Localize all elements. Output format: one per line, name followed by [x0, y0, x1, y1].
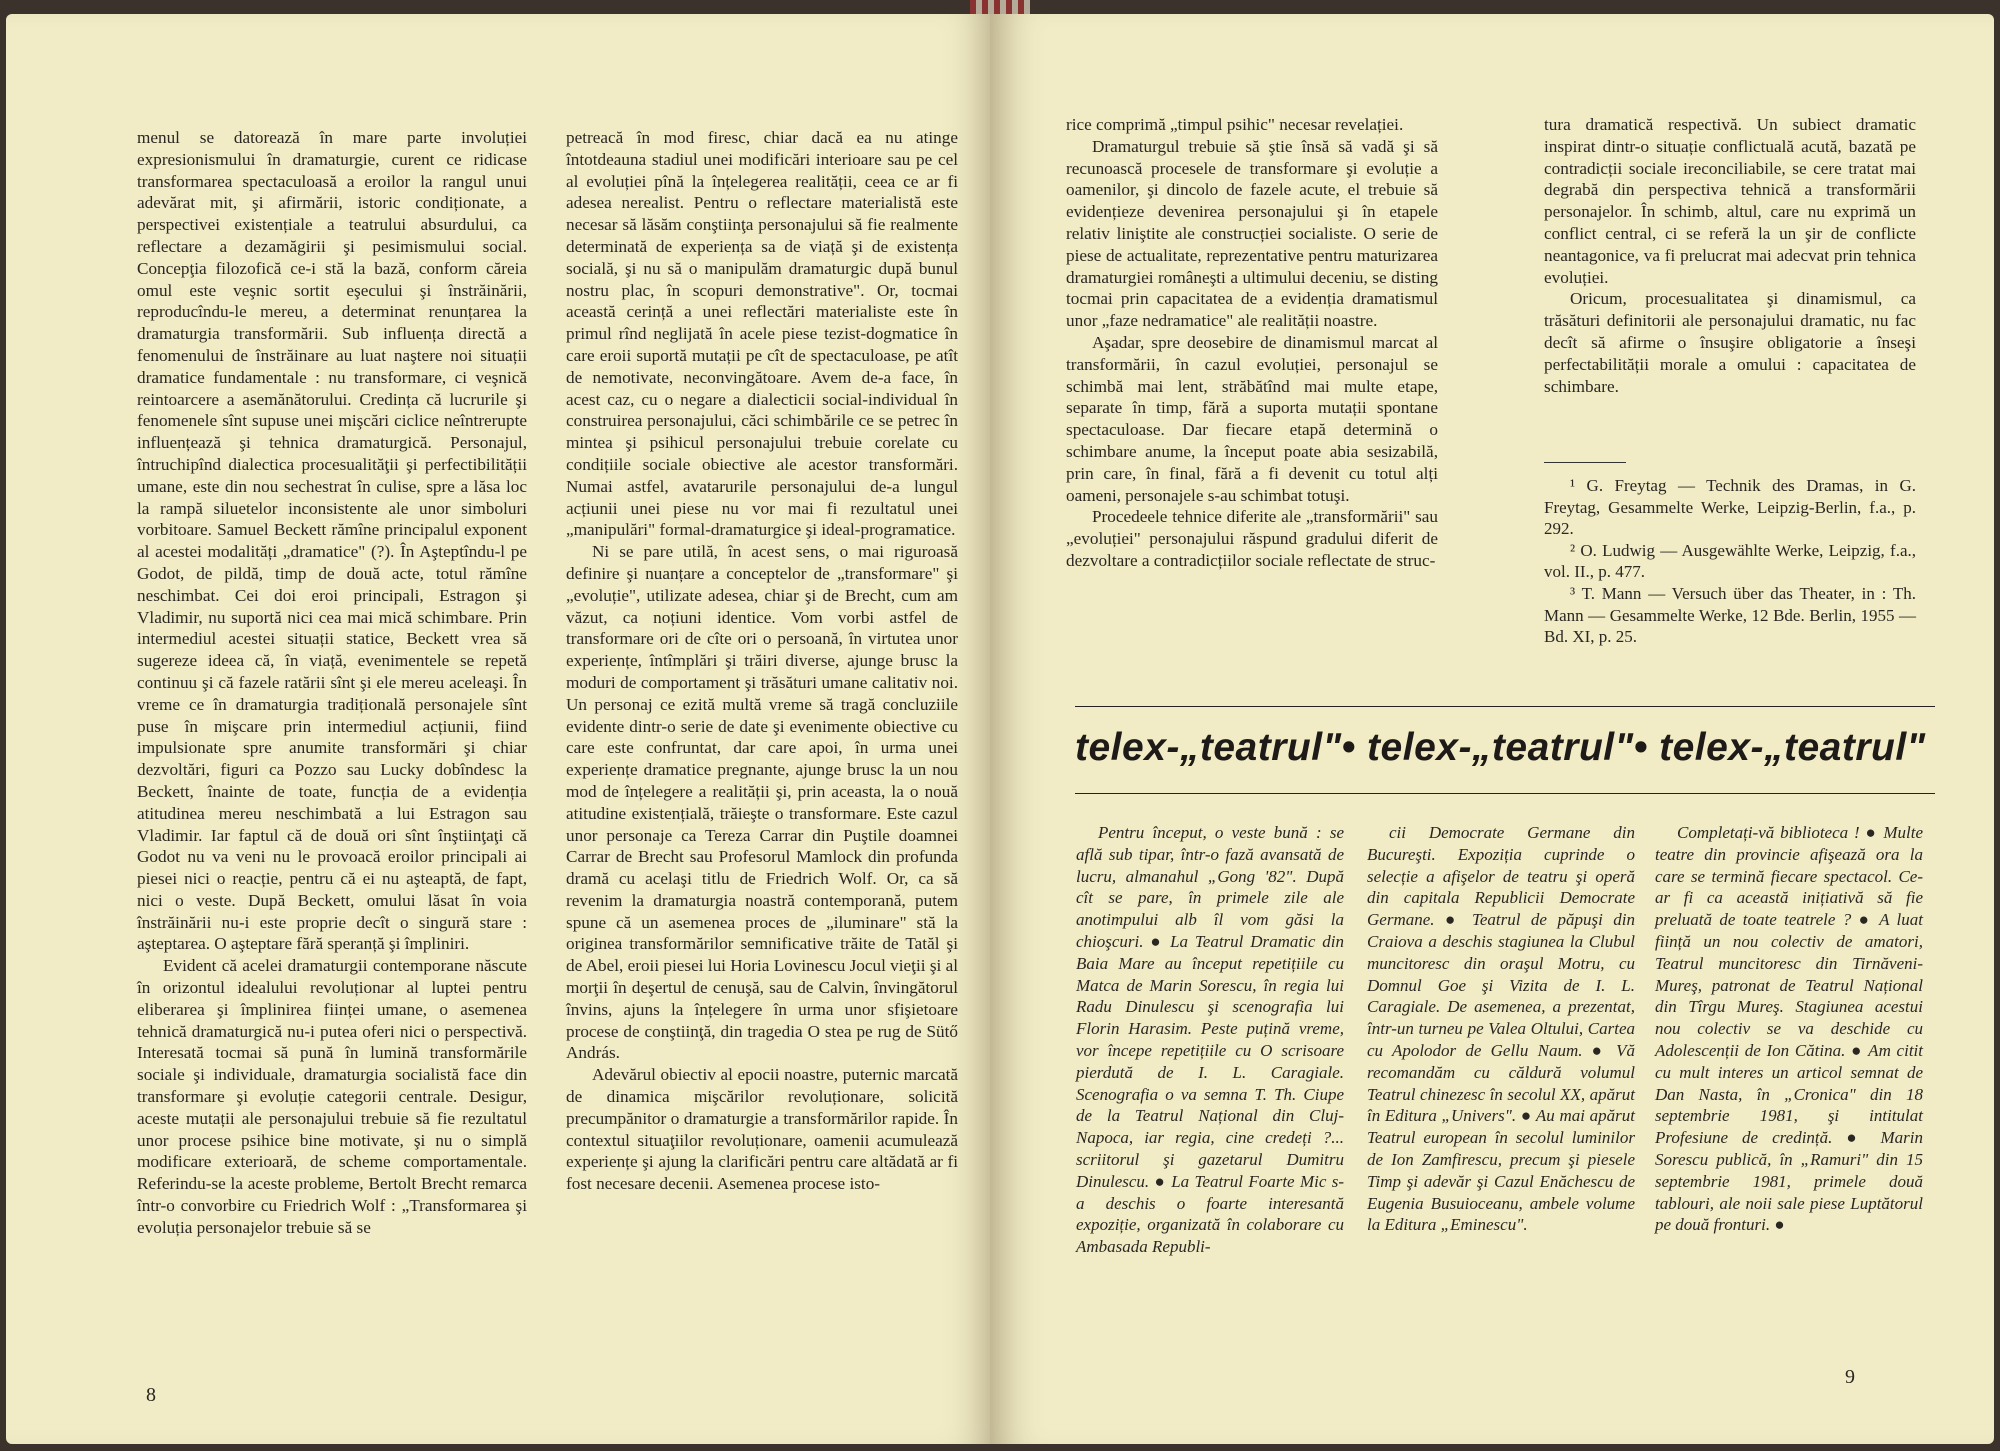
paragraph: Adevărul obiectiv al epocii noastre, puternic marcată de dinamica mişcărilor revoluționare, solicită precumpănitor o dramaturgie a transformărilor rapide. În contextul situaţiilor revoluționare, oamenii acumulează experiențe şi ajung la clarificări pentru care altădată ar fi fost necesare decenii. Asemenea procese isto-: [566, 1065, 958, 1194]
footnote-rule: [1544, 462, 1626, 463]
telex-column-2: [1367, 822, 1635, 1236]
telex-rule-top: [1075, 706, 1935, 707]
telex-text: Pentru început, o veste bună : se află sub tipar, într-o fază avansată de lucru, almanahul „Gong '82". După cît se pare, în primele zile ale anotimpului alb îl vom găsi la chioşcuri. ● La Teatrul Dramatic din Baia Mare au început repetițiile cu Matca de Marin Sorescu, în regia lui Radu Dinulescu şi scenografia lui Florin Harasim. Peste puțină vreme, vor începe repetițiile cu O scrisoare pierdută de I. L. Caragiale. Scenografia o va semna T. Th. Ciupe de la Teatrul Național din Cluj-Napoca, iar regia, cine credeți ?... scriitorul şi gazetarul Dumitru Dinulescu. ● La Teatrul Foarte Mic s-a deschis o foarte interesantă expoziție, organizată în colaborare cu Ambasada Republi-: [1076, 823, 1344, 1257]
paragraph: petreacă în mod firesc, chiar dacă ea nu atinge întotdeauna stadiul unei modificări interioare sau pe cel al evoluției pînă la înțelegerea realității, ceea ce ar fi adesea nerealist. Pentru o reflectare materialistă este necesar să lăsăm conştiinţa personajului să fie realmente determinată de experiența sa de viață şi de existența socială, şi nu să o manipulăm dramaturgic după bunul nostru plac, în scopuri demonstrative". Or, tocmai această cerință a unei reflectări materialiste este în primul rînd neglijată în acele piese tezist-dogmatice în care eroii suportă mutații pe cît de spectaculoase, pe atît de nemotivate, neconvingătoare. Avem de-a face, în acest caz, cu o negare a dialecticii social-individual în construirea personajului, căci schimbările ce se petrec în mintea şi psihicul personajului trebuie corelate cu condițiile sociale obiective ale acestor transformări. Numai astfel, avatarurile personajului de-a lungul acțiunii unei piese nu vor mai fi rezultatul unei „manipulări" formal-dramaturgice şi ideal-programatice.: [566, 128, 958, 540]
telex-text: cii Democrate Germane din Bucureşti. Expoziția cuprinde o selecție a afişelor de teatru şi operă din capitala Republicii Democrate Germane. ● Teatrul de păpuşi din Craiova a deschis stagiunea la Clubul muncitoresc din oraşul Motru, cu Domnul Goe şi Vizita de I. L. Caragiale. De asemenea, a prezentat, într-un turneu pe Valea Oltului, Cartea cu Apolodor de Gellu Naum. ● Vă recomandăm cu căldură volumul Teatrul chinezesc în secolul XX, apărut în Editura „Univers". ● Au mai apărut Teatrul european în secolul luminilor de Ion Zamfirescu, precum şi piesele Timp şi adevăr şi Cazul Enăchescu de Eugenia Busuioceanu, ambele volume la Editura „Eminescu".: [1367, 823, 1635, 1235]
left-column-1: [137, 127, 527, 1239]
telex-rule-bottom: [1075, 793, 1935, 794]
page-number: 8: [146, 1384, 156, 1406]
paragraph: Ni se pare utilă, în acest sens, o mai riguroasă definire şi nuanțare a conceptelor de „transformare" şi „evoluție", utilizate adesea, chiar şi de Brecht, cum am văzut, ca noțiuni identice. Vom vorbi astfel de transformare ori de cîte ori o persoană, în virtutea unor experiențe, întîmplări şi trăiri diverse, ajunge brusc la moduri de comportament şi trăsături umane calitativ noi. Un personaj ce ezită multă vreme să tragă concluziile evidente dintr-o serie de date şi evenimente obiective cu care este confruntat, dar care apoi, în urma unei experiențe dramatice pregnante, ajunge brusc la un nou mod de înțelegere a realității şi, prin aceasta, la o nouă atitudine existențială, trăieşte o transformare. Este cazul unor personaje ca Tereza Carrar din Puştile doamnei Carrar de Brecht sau Profesorul Mamlock din profunda dramă cu acelaşi titlu de Friedrich Wolf. Or, ca să revenim la dramaturgia noastră contemporană, putem spune că un asemenea proces de „iluminare" stă la originea transformărilor semnificative trăite de Tatăl şi de Abel, eroii piesei lui Horia Lovinescu Jocul vieţii şi al morţii în deşertul de cenuşă, sau de Calvin, învingătorul învins, ajuns la înțelegere în urma unor sfişietoare procese de conştiinţă, din tragedia O stea pe rug de Sütő András.: [566, 542, 958, 1063]
telex-text: Completați-vă biblioteca ! ● Multe teatre din provincie afişează ora la care se termină fiecare spectacol. Ce-ar fi ca această inițiativă să fie preluată de toate teatrele ? ● A luat ființă un nou colectiv de amatori, Teatrul muncitoresc din Tirnăveni-Mureş, patronat de Teatrul Național din Tîrgu Mureş. Stagiunea acestui nou colectiv se va deschide cu Adolescenții de Ion Cătina. ● Am citit cu mult interes un articol semnat de Dan Nasta, în „Cronica" din 18 septembrie 1981, şi intitulat Profesiune de credință. ● Marin Sorescu publică, în „Ramuri" din 15 septembrie 1981, primele două tablouri, ale noii sale piese Luptătorul pe două fronturi. ●: [1655, 823, 1923, 1235]
telex-heading: telex-„teatrul"• telex-„teatrul"• telex-„teatrul": [1075, 726, 1926, 769]
left-page: [6, 14, 996, 1444]
telex-column-3: [1655, 822, 1923, 1236]
paragraph: menul se datorează în mare parte involuției expresionismului în dramaturgie, curent ce ridicase transformarea spectaculoasă a eroilor la rangul unui adevărat mit, şi afirmării, istoric condiționate, a perspectivei existențiale a teatrului absurdului, ca reflectare a dezamăgirii şi pesimismului social. Concepţia filozofică ce-i stă la bază, conform căreia omul este veşnic sortit eşecului şi înstrăinării, reproducîndu-le mereu, a determinat renunțarea la dramaturgia transformării. Sub influența directă a fenomenului de înstrăinare au luat naştere noi situații dramatice fundamentale : nu transformare, ci veşnică reintoarcere a asemănătorului. Credința că lucrurile şi fenomenele sînt supuse unei mişcări ciclice neîntrerupte influențează şi tehnica dramaturgică. Personajul, întruchipînd dialectica procesualităţii şi perfectibilității umane, este din nou sechestrat în culise, spre a lăsa loc la rampă siluetelor inconsistente ale unor simboluri vorbitoare. Samuel Beckett rămîne principalul exponent al acestei modalități „dramatice" (?). În Aşteptîndu-l pe Godot, de pildă, timp de două acte, totul rămîne neschimbat. Cei doi eroi principali, Estragon şi Vladimir, nu suportă nici cea mai mică schimbare. Prin intermediul acestei situații statice, Beckett vrea să sugereze ideea că, în viață, evenimentele se repetă continuu şi că fazele ratării sînt şi ele mereu aceleaşi. În vreme ce în dramaturgia tradițională personajele sînt puse în mişcare prin intermediul acțiunii, fiind impulsionate spre anumite transformări şi chiar dezvoltări, figuri ca Pozzo sau Lucky dobîndesc la Beckett, înainte de toate, funcția de a evidenția atitudinea mereu neschimbată a lui Estragon sau Vladimir. Iar faptul că de două ori sînt înştiinţaţi că Godot nu va veni nu le provoacă eroilor principali ai piesei nici o reacție, pentru că ei nu aşteaptă, de fapt, nici o veste. După Beckett, omului lăsat în voia înstrăinării nu-i este proprie decît o singură stare : aşteptarea. O aşteptare fără speranță şi împliniri.: [137, 128, 527, 954]
paragraph: Aşadar, spre deosebire de dinamismul marcat al transformării, în cazul evoluției, personajul se schimbă mai lent, străbătînd mai multe etape, separate în timp, fără a suporta mutații spontane spectaculoase. Dar fiecare etapă determină o schimbare anume, la început poate abia sesizabilă, prin care, în final, fără a fi devenit cu totul alți oameni, personajele s-au schimbat totuşi.: [1066, 332, 1438, 505]
footnotes: [1544, 462, 1916, 648]
right-column-2: [1544, 114, 1916, 397]
paragraph: Oricum, procesualitatea şi dinamismul, ca trăsături definitorii ale personajului dramatic, nu fac decît să afirme o însuşire obligatorie a înseşi perfectabilității morale a omului : capacitatea de schimbare.: [1544, 289, 1916, 396]
footnote: ² O. Ludwig — Ausgewählte Werke, Leipzig, f.a., vol. II., p. 477.: [1544, 540, 1916, 582]
paragraph: Procedeele tehnice diferite ale „transformării" sau „evoluției" personajului răspund gradului diferit de dezvoltare a contradicțiilor sociale reflectate de struc-: [1066, 507, 1438, 570]
footnote: ³ T. Mann — Versuch über das Theater, in : Th. Mann — Gesammelte Werke, 12 Bde. Berlin, 1955 — Bd. XI, p. 25.: [1544, 583, 1916, 647]
paragraph: rice comprimă „timpul psihic" necesar revelației.: [1066, 115, 1404, 134]
paragraph: Dramaturgul trebuie să ştie însă să vadă şi să recunoască procesele de transformare şi evoluție a oamenilor, şi dincolo de fazele acute, el trebuie să evidențieze devenirea personajului şi în etapele relativ liniştite ale construcției socialiste. O serie de piese de actualitate, reprezentative pentru maturizarea dramaturgiei româneşti a ultimului deceniu, se disting tocmai prin capacitatea de a evidenția dramatismul unor „faze nedramatice" ale realității noastre.: [1066, 136, 1438, 331]
right-page: [990, 14, 1994, 1444]
left-column-2: [566, 127, 958, 1195]
telex-column-1: [1076, 822, 1344, 1258]
right-column-1: [1066, 114, 1438, 572]
footnote: ¹ G. Freytag — Technik des Dramas, in G. Freytag, Gesammelte Werke, Leipzig-Berlin, f.a., p. 292.: [1544, 476, 1916, 539]
paragraph: Evident că acelei dramaturgii contemporane născute în orizontul idealului revoluționar al luptei pentru eliberarea şi împlinirea ființei umane, o asemenea tehnică dramaturgică nu-i putea oferi nici o perspectivă. Interesată tocmai să pună în lumină transformările sociale şi individuale, dramaturgia socialistă face din transformare şi evoluție categorii centrale. Desigur, aceste mutații ale personajului trebuie să fie rezultatul unor procese psihice bine motivate, şi nu o simplă modificare exterioară, de scheme comportamentale. Referindu-se la aceste probleme, Bertolt Brecht remarca într-o convorbire cu Friedrich Wolf : „Transformarea şi evoluția personajelor trebuie să se: [137, 956, 527, 1237]
paragraph: tura dramatică respectivă. Un subiect dramatic inspirat dintr-o situație conflictuală acută, bazată pe contradicții sociale ireconciliabile, se cere tratat mai degrabă din perspectiva tehnică a transformării personajelor. În schimb, altul, care nu exprimă un conflict central, ci se referă la un şir de conflicte neantagonice, va fi prelucrat mai adecvat prin tehnica evoluției.: [1544, 115, 1916, 287]
page-number: 9: [1845, 1366, 1855, 1388]
